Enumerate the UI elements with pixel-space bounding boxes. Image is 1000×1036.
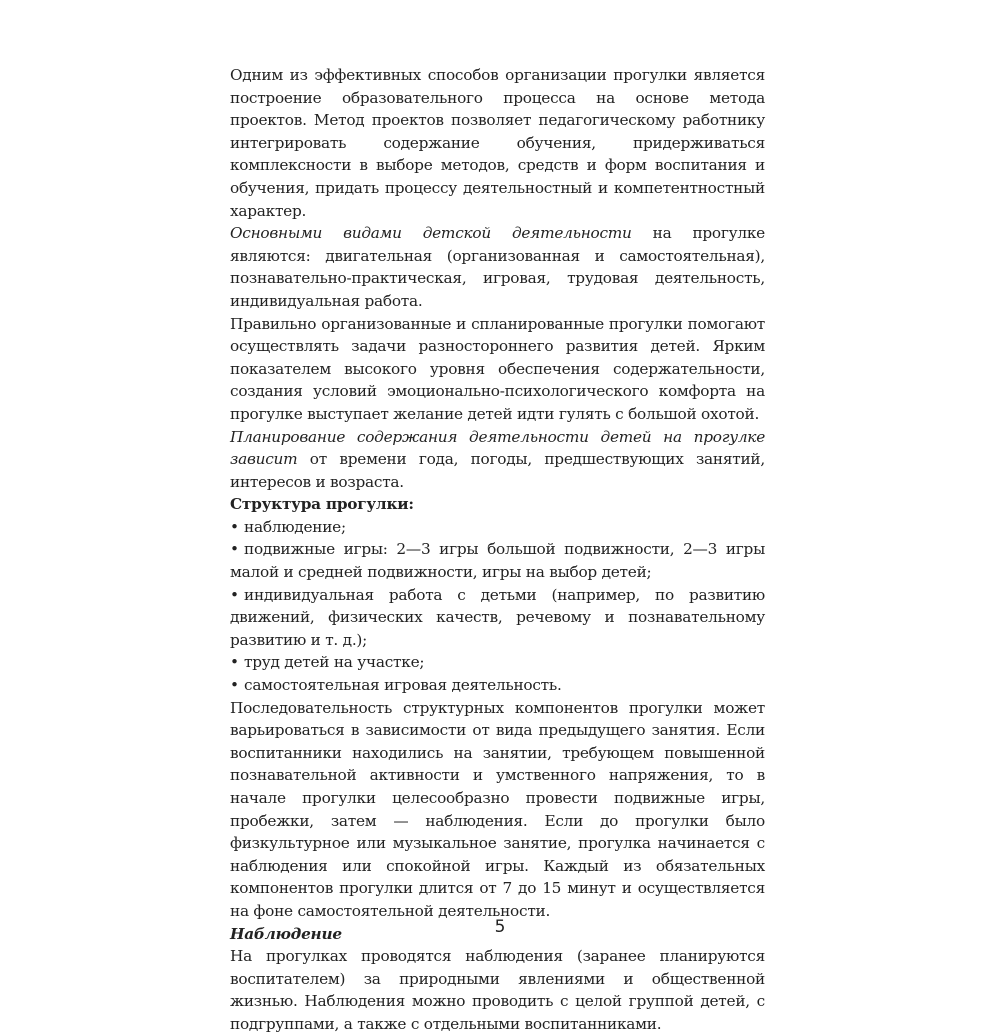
italic-term: Планирование содержания деятельности детей на прогулке зависит bbox=[230, 427, 765, 469]
bullet-icon: • bbox=[230, 653, 239, 672]
observation-heading: Наблюдение bbox=[230, 924, 342, 943]
bullet-text: самостоятельная игровая деятельность. bbox=[244, 676, 562, 695]
bullet-item bbox=[230, 674, 765, 697]
bullet-text: труд детей на участке; bbox=[244, 653, 425, 672]
paragraph-text: на прогулке являются: двигательная (организованная и самостоятельная), познавательно-практическая, игровая, трудовая деятельность, индивидуальная работа. bbox=[230, 224, 765, 310]
paragraph-text: Правильно организованные и спланированные прогулки помогают осуществлять задачи разностороннего развития детей. Ярким показателем высокого уровня обеспечения содержательности, создания условий эмоционально-психологического комфорта на прогулке выступает желание детей идти гулять с большой охотой. bbox=[230, 314, 765, 423]
paragraph-text: Одним из эффективных способов организации прогулки является построение образовательного процесса на основе метода проектов. Метод проектов позволяет педагогическому работнику интегрировать содержание обучения, придерживаться комплексности в выборе методов, средств и форм воспитания и обучения, придать процессу деятельностный и компетентностный характер. bbox=[230, 66, 765, 220]
paragraph-sequence bbox=[230, 697, 765, 923]
bullet-text: подвижные игры: 2—3 игры большой подвижности, 2—3 игры малой и средней подвижности, игры на выбор детей; bbox=[230, 540, 765, 582]
bullet-icon: • bbox=[230, 585, 239, 604]
page-body bbox=[230, 64, 765, 1036]
paragraph-planning bbox=[230, 426, 765, 494]
paragraph-text: На прогулках проводятся наблюдения (заранее планируются воспитателем) за природными явлениями и общественной жизнью. Наблюдения можно проводить с целой группой детей, с подгруппами, а также с отдельными воспитанниками. bbox=[230, 947, 765, 1033]
bullet-item bbox=[230, 538, 765, 583]
paragraph-organized-walks bbox=[230, 313, 765, 426]
page-number: 5 bbox=[494, 917, 506, 937]
bullet-item bbox=[230, 516, 765, 539]
bullet-icon: • bbox=[230, 517, 239, 536]
bullet-text: индивидуальная работа с детьми (например, по развитию движений, физических качеств, речевому и познавательному развитию и т. д.); bbox=[230, 585, 765, 649]
bullet-item bbox=[230, 584, 765, 652]
paragraph-text: от времени года, погоды, предшествующих занятий, интересов и возраста. bbox=[230, 450, 765, 491]
bullet-text: наблюдение; bbox=[244, 517, 346, 536]
paragraph-text: Последовательность структурных компонентов прогулки может варьироваться в зависимости от вида предыдущего занятия. Если воспитанники находились на занятии, требующем повышенной познавательной активности и умственного напряжения, то в начале прогулки целесообразно провести подвижные игры, пробежки, затем — наблюдения. Если до прогулки было физкультурное или музыкальное занятие, прогулка начинается с наблюдения или спокойной игры. Каждый из обязательных компонентов прогулки длится от 7 до 15 минут и осуществляется на фоне самостоятельной деятельности. bbox=[230, 698, 765, 920]
paragraph-observations bbox=[230, 945, 765, 1035]
bullet-icon: • bbox=[230, 676, 239, 695]
paragraph-projects-method bbox=[230, 64, 765, 222]
paragraph-activity-types bbox=[230, 222, 765, 312]
bullet-icon: • bbox=[230, 540, 239, 559]
structure-heading: Структура прогулки: bbox=[230, 495, 414, 514]
bullet-item bbox=[230, 651, 765, 674]
italic-term: Основными видами детской деятельности bbox=[230, 224, 632, 243]
